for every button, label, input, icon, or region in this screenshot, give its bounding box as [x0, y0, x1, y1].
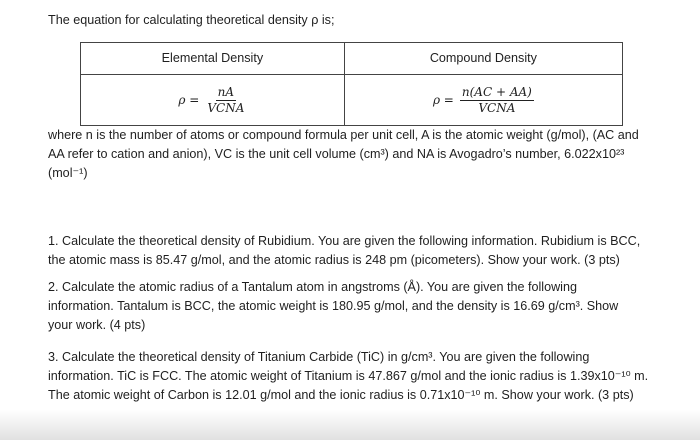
question-1: [48, 232, 660, 270]
elemental-numerator: nA: [217, 84, 235, 99]
elemental-density-cell: [81, 75, 345, 126]
intro-text: The equation for calculating theoretical density ρ is;: [48, 13, 335, 27]
compound-density-cell: [344, 75, 622, 126]
definition-line: AA refer to cation and anion), VC is the unit cell volume (cm³) and NA is Avogadro’s number, 6.022x10²³: [48, 147, 625, 161]
question-line: The atomic weight of Carbon is 12.01 g/mol and the ionic radius is 0.71x10⁻¹⁰ m. Show your work. (3 pts): [48, 388, 634, 402]
table-header-row: [81, 43, 623, 75]
header-compound-density: Compound Density: [344, 43, 622, 75]
question-line: the atomic mass is 85.47 g/mol, and the atomic radius is 248 pm (picometers). Show your work. (3 pts): [48, 253, 620, 267]
density-formula-table: [80, 42, 623, 126]
compound-density-formula: [433, 85, 534, 116]
definition-line: where n is the number of atoms or compound formula per unit cell, A is the atomic weight (g/mol), (AC and: [48, 128, 639, 142]
elemental-density-formula: [178, 85, 246, 116]
question-line: information. Tantalum is BCC, the atomic weight is 180.95 g/mol, and the density is 16.69 g/cm³. Show: [48, 299, 619, 313]
compound-numerator: n(AC + AA): [461, 84, 532, 99]
question-line: 2. Calculate the atomic radius of a Tantalum atom in angstroms (Å). You are given the following: [48, 280, 577, 294]
question-line: information. TiC is FCC. The atomic weight of Titanium is 47.867 g/mol and the ionic radius is 1.39x10⁻¹⁰ m.: [48, 369, 649, 383]
definition-line: (mol⁻¹): [48, 166, 88, 180]
elemental-denominator: VCNA: [207, 100, 245, 115]
table-formula-row: [81, 75, 623, 126]
header-elemental-density: Elemental Density: [81, 43, 345, 75]
elemental-fraction: [205, 85, 246, 116]
compound-denominator: VCNA: [478, 100, 516, 115]
question-3: [48, 348, 660, 405]
compound-lhs: ρ =: [432, 92, 454, 107]
question-line: 3. Calculate the theoretical density of Titanium Carbide (TiC) in g/cm³. You are given the following: [48, 350, 590, 364]
question-2: [48, 278, 660, 335]
page-bottom-shadow: [0, 410, 700, 440]
compound-fraction: [460, 85, 534, 116]
question-line: 1. Calculate the theoretical density of Rubidium. You are given the following information. Rubidium is BCC,: [48, 234, 641, 248]
question-line: your work. (4 pts): [48, 318, 146, 332]
elemental-lhs: ρ =: [178, 92, 200, 107]
variable-definitions: [48, 126, 660, 183]
